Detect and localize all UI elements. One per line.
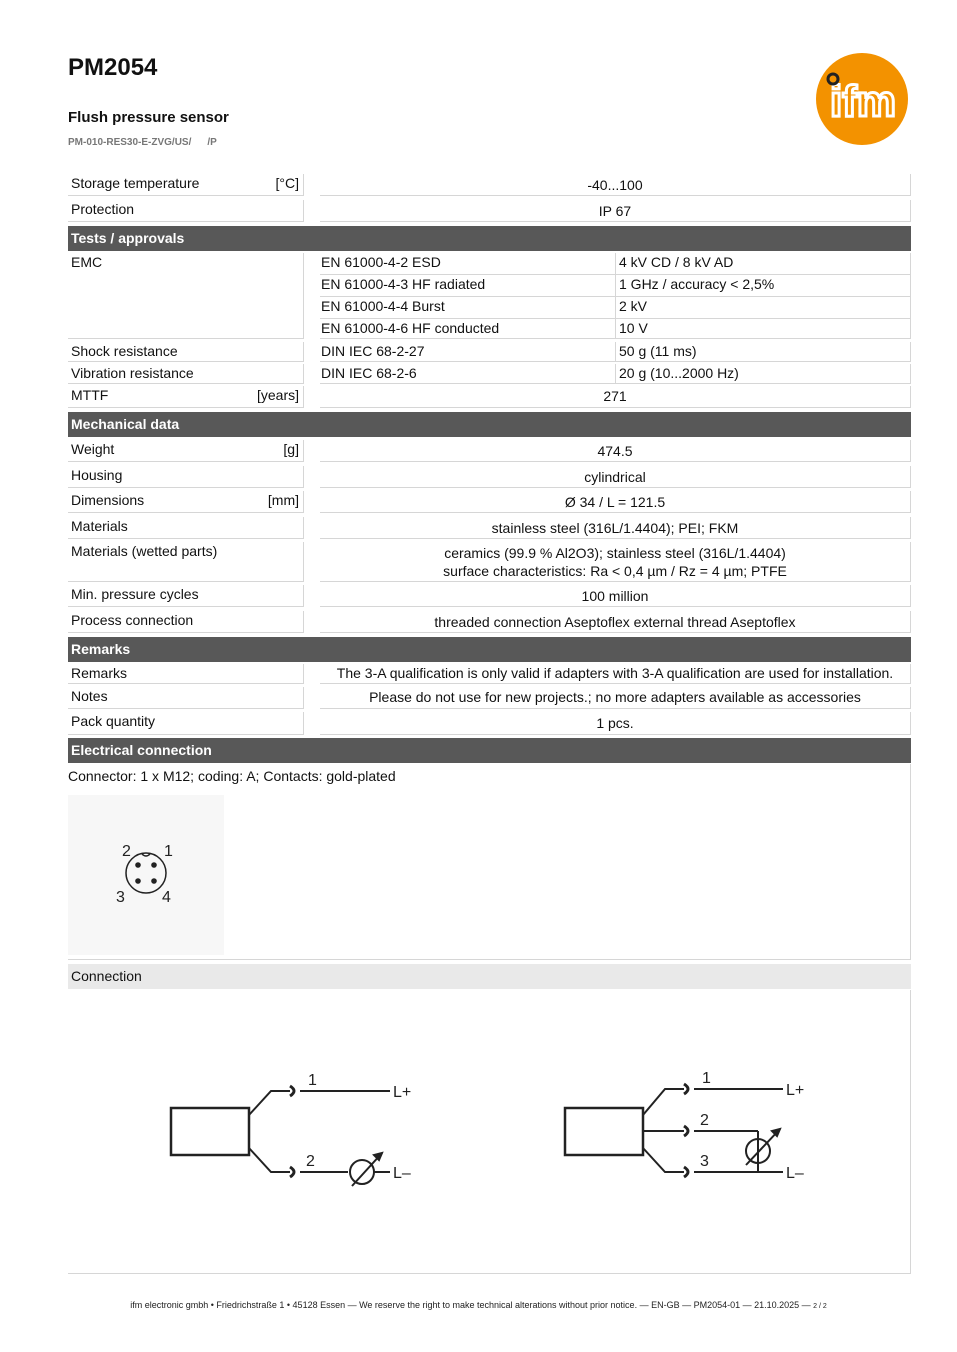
footer-text: ifm electronic gmbh • Friedrichstraße 1 • 45128 Essen — We reserve the right to make technical alterations without prior notice. — EN-GB — PM2054-01 — 21.10.2025 — xyxy=(130,1300,811,1310)
shock-value: 50 g (11 ms) xyxy=(615,342,911,362)
wire-label: 2 xyxy=(700,1112,709,1129)
wetted-line-2: surface characteristics: Ra < 0,4 µm / Rz = 4 µm; PTFE xyxy=(443,563,787,579)
row-materials xyxy=(68,517,911,539)
emc-value: 2 kV xyxy=(615,297,911,319)
section-tests-approvals: Tests / approvals xyxy=(68,226,911,251)
article-code-suffix: /P xyxy=(207,137,217,148)
label-mttf: MTTF xyxy=(71,387,109,403)
article-code xyxy=(68,137,233,148)
lplus-label: L+ xyxy=(393,1084,412,1101)
label-vibration-resistance: Vibration resistance xyxy=(68,364,304,384)
emc-value: 1 GHz / accuracy < 2,5% xyxy=(615,275,911,297)
row-vibration-resistance xyxy=(68,364,911,384)
value-min-pressure-cycles: 100 million xyxy=(320,585,911,607)
m12-pinout-diagram xyxy=(68,795,224,955)
emc-standard: EN 61000-4-6 HF conducted xyxy=(320,319,615,339)
label-min-pressure-cycles: Min. pressure cycles xyxy=(68,585,304,607)
label-dimensions: Dimensions xyxy=(71,492,145,508)
row-storage-temperature xyxy=(68,174,911,196)
pin-label: 1 xyxy=(164,843,173,860)
unit-dimensions: [mm] xyxy=(267,492,299,508)
emc-value: 10 V xyxy=(615,319,911,339)
article-code-main: PM-010-RES30-E-ZVG/US/ xyxy=(68,137,192,148)
label-shock-resistance: Shock resistance xyxy=(68,342,304,362)
value-remarks: The 3-A qualification is only valid if adapters with 3-A qualification are used for installation. xyxy=(320,664,911,684)
row-notes xyxy=(68,687,911,709)
vibration-value: 20 g (10...2000 Hz) xyxy=(615,364,911,384)
product-name: Flush pressure sensor xyxy=(68,109,229,126)
row-dimensions xyxy=(68,491,911,513)
row-mttf xyxy=(68,386,911,408)
label-remarks: Remarks xyxy=(68,664,304,684)
row-remarks xyxy=(68,664,911,684)
wire-label: 2 xyxy=(306,1153,315,1170)
wiring-diagram-3-wire xyxy=(565,1070,804,1182)
row-weight xyxy=(68,440,911,462)
pin-label: 2 xyxy=(122,843,131,860)
row-protection xyxy=(68,200,911,222)
unit-weight: [g] xyxy=(283,441,299,457)
value-process-connection: threaded connection Aseptoflex external thread Aseptoflex xyxy=(320,611,911,633)
wiring-diagrams xyxy=(68,990,911,1274)
value-storage-temperature: -40...100 xyxy=(320,174,911,196)
label-materials: Materials xyxy=(68,517,304,539)
value-protection: IP 67 xyxy=(320,200,911,222)
wire-label: 1 xyxy=(308,1072,317,1089)
label-materials-wetted: Materials (wetted parts) xyxy=(68,542,304,582)
row-shock-resistance xyxy=(68,342,911,362)
pin-label: 4 xyxy=(162,889,171,906)
lplus-label: L+ xyxy=(786,1082,805,1099)
connector-description: Connector: 1 x M12; coding: A; Contacts: gold-plated xyxy=(68,768,396,784)
row-process-connection xyxy=(68,611,911,633)
wire-label: 1 xyxy=(702,1070,711,1087)
pinout-image xyxy=(68,795,224,955)
wiring-diagram-box xyxy=(68,990,911,1274)
value-materials: stainless steel (316L/1.4404); PEI; FKM xyxy=(320,517,911,539)
label-storage-temperature: Storage temperature xyxy=(71,175,200,191)
pin-label: 3 xyxy=(116,889,125,906)
wire-label: 3 xyxy=(700,1153,709,1170)
value-notes: Please do not use for new projects.; no more adapters available as accessories xyxy=(320,687,911,709)
emc-standard: EN 61000-4-2 ESD xyxy=(320,253,615,275)
label-notes: Notes xyxy=(68,687,304,709)
value-dimensions: Ø 34 / L = 121.5 xyxy=(320,491,911,513)
product-code: PM2054 xyxy=(68,54,158,81)
connection-label: Connection xyxy=(68,964,911,989)
lminus-label: L– xyxy=(786,1165,804,1182)
label-protection: Protection xyxy=(71,201,135,217)
wetted-line-1: ceramics (99.9 % Al2O3); stainless steel (316L/1.4404) xyxy=(444,545,786,561)
label-weight: Weight xyxy=(71,441,115,457)
value-pack-quantity: 1 pcs. xyxy=(320,712,911,735)
label-pack-quantity: Pack quantity xyxy=(68,712,304,735)
page-number: 2 / 2 xyxy=(813,1303,827,1310)
emc-value: 4 kV CD / 8 kV AD xyxy=(615,253,911,275)
label-emc: EMC xyxy=(68,253,304,339)
label-housing: Housing xyxy=(68,466,304,488)
page-footer xyxy=(0,1300,957,1310)
vibration-standard: DIN IEC 68-2-6 xyxy=(320,364,615,384)
lminus-label: L– xyxy=(393,1165,411,1182)
unit-mttf: [years] xyxy=(256,387,299,403)
value-weight: 474.5 xyxy=(320,440,911,462)
value-materials-wetted xyxy=(320,542,911,582)
shock-standard: DIN IEC 68-2-27 xyxy=(320,342,615,362)
section-electrical-connection: Electrical connection xyxy=(68,738,911,763)
section-remarks: Remarks xyxy=(68,637,911,662)
value-housing: cylindrical xyxy=(320,466,911,488)
row-emc xyxy=(68,253,911,339)
row-housing xyxy=(68,466,911,488)
logo-lettering: ifm xyxy=(830,77,896,126)
emc-standard: EN 61000-4-4 Burst xyxy=(320,297,615,319)
value-mttf: 271 xyxy=(320,386,911,408)
label-process-connection: Process connection xyxy=(68,611,304,633)
section-mechanical-data: Mechanical data xyxy=(68,412,911,437)
emc-standard: EN 61000-4-3 HF radiated xyxy=(320,275,615,297)
wiring-diagram-2-wire xyxy=(171,1072,411,1186)
row-materials-wetted xyxy=(68,542,911,582)
ifm-logo xyxy=(815,52,909,146)
row-min-pressure-cycles xyxy=(68,585,911,607)
unit-storage-temperature: [°C] xyxy=(275,175,299,191)
row-pack-quantity xyxy=(68,712,911,735)
